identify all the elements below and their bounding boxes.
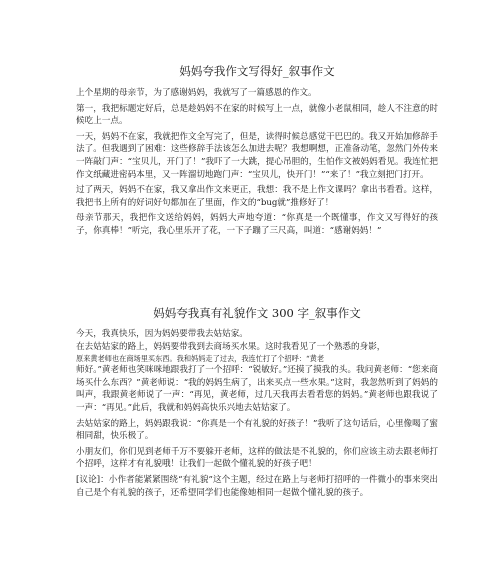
article-mother-praise-essay [76, 64, 438, 241]
paragraph: 在去姑姑家的路上，妈妈要带我到去商场买水果。这时我看见了一个熟悉的身影， [76, 341, 386, 352]
paragraph: 去姑姑家的路上，妈妈跟我说：“你真是一个有礼貌的好孩子！”我听了这句话后，心里像喝了蜜相同甜，快乐极了。 [76, 418, 438, 442]
paragraph: 一天，妈妈不在家，我就把作文全写完了，但是，读得时候总感觉干巴巴的。我又开始加修辞手法了。但我遇到了困难：这些修辞手法该怎么加进去呢？我想啊想，正准备动笔，忽然门外传来一阵敲门声：“宝贝儿，开门了！”我吓了一大跳，提心吊胆的，生怕作文被妈妈看见。我连忙把作文纸藏进密码本里，又一阵溜切地跑门声：“宝贝儿，快开门！”“来了！”我立刻把门打开。 [76, 131, 438, 180]
paragraph: 今天，我真快乐，因为妈妈要带我去姑姑家。 [76, 329, 248, 339]
paragraph: 师好。”黄老师也笑咪咪地跟我打了一个招呼：“锐敏好。”还摸了摸我的头。我问黄老师：“您来商场买什么东西？”黄老师说：“我的妈妈生病了，出来买点一些水果。”这时，我忽然听到了妈妈的叫声，我跟黄老师说了一声：“再见，黄老师，过几天我再去看看您的妈妈。”黄老师也跟我说了一声：“再见。”此后，我就和妈妈高快乐兴地去姑姑家了。 [76, 365, 438, 413]
article-polite-essay [76, 306, 438, 502]
paragraph: 小朋友们，你们见到老师千万不要躲开老师，这样的做法是不礼貌的，你们应该主动去跟老师打个招呼，这样才有礼貌哦！让我们一起做个懂礼貌的好孩子吧！ [76, 446, 438, 470]
paragraph: 上个星期的母亲节，为了感谢妈妈，我就写了一篇感恩的作文。 [76, 88, 317, 98]
paragraph: 第一，我把标题定好后，总是趁妈妈不在家的时候写上一点，就像小老鼠相同，趁人不注意的时候吃上一点。 [76, 103, 438, 127]
article-title: 妈妈夸我真有礼貌作文 300 字_叙事作文 [153, 306, 361, 320]
paragraph: 母亲节那天，我把作文送给妈妈，妈妈大声地夸道：“你真是一个既懂事，作文又写得好的孩子，你真棒！”听完，我心里乐开了花，一下子蹦了三尺高，叫道：“感谢妈妈！” [76, 213, 438, 236]
paragraph: 原来黄老师也在商场里买东西。我和妈妈走了过去，我连忙打了个招呼：“黄老 [76, 354, 325, 364]
article-title: 妈妈夸我作文写得好_叙事作文 [179, 64, 335, 78]
paragraph: [议论]：小作者能紧紧围绕“有礼貌”这个主题，经过在路上与老师打招呼的一件微小的事来突出自己是个有礼貌的孩子，还希望同学们也能像她相同一起做个懂礼貌的孩子。 [76, 474, 438, 498]
paragraph: 过了两天，妈妈不在家，我又拿出作文来更正，我想：我不是上作文课吗？拿出书看看。这样，我把书上所有的好词好句都加在了里面，作文的“bug就”推修好了！ [76, 185, 438, 208]
